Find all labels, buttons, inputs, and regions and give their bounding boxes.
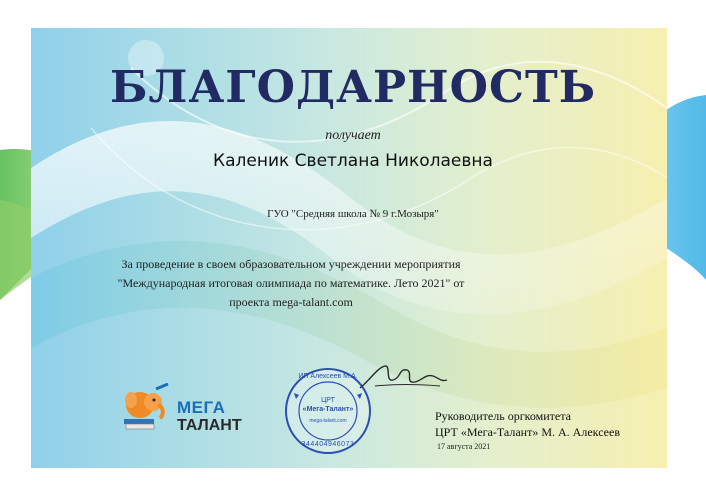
signer-title: Руководитель оргкомитета bbox=[435, 409, 571, 423]
description bbox=[104, 255, 478, 312]
description-line: проекта mega-talant.com bbox=[229, 295, 353, 309]
certificate-title: БЛАГОДАРНОСТЬ bbox=[109, 62, 597, 113]
stamp-center-line2: «Мега-Талант» bbox=[302, 406, 354, 413]
stamp-center-line1: ЦРТ bbox=[321, 397, 335, 404]
signer-name: ЦРТ «Мега-Талант» М. А. Алексеев bbox=[435, 425, 620, 439]
elephant-mascot-icon bbox=[120, 383, 176, 433]
logo-text-top: МЕГА bbox=[177, 398, 226, 417]
mega-talant-logo bbox=[120, 383, 260, 433]
recipient-name: Каленик Светлана Николаевна bbox=[213, 151, 493, 171]
description-line: "Международная итоговая олимпиада по математике. Лето 2021" от bbox=[117, 276, 465, 290]
receives-label: получает bbox=[325, 128, 381, 143]
stamp-number: 344404946073 bbox=[301, 441, 355, 448]
description-line: За проведение в своем образовательном учреждении мероприятия bbox=[121, 257, 461, 271]
signature-image bbox=[355, 360, 450, 396]
signer-block bbox=[435, 408, 620, 440]
stamp-site: mega-talant.com bbox=[309, 418, 347, 424]
organization-name: ГУО "Средняя школа № 9 г.Мозыря" bbox=[267, 208, 439, 220]
logo-text-bottom: ТАЛАНТ bbox=[177, 417, 242, 434]
stamp-ring-text: ИП Алексеев М.А. bbox=[298, 373, 358, 380]
issue-date: 17 августа 2021 bbox=[437, 442, 491, 451]
